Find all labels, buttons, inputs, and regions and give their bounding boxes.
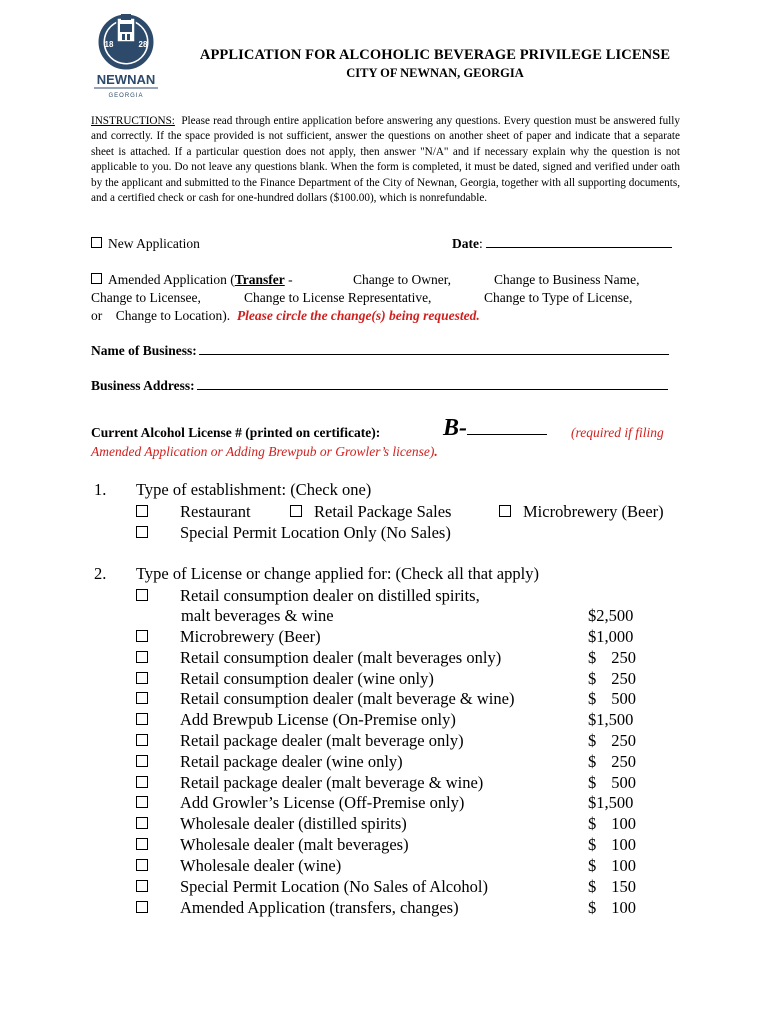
price-amount: 250 (611, 648, 636, 667)
license-item-price (588, 730, 636, 751)
license-item-checkbox[interactable] (136, 880, 148, 892)
transfer-label: Transfer (234, 272, 285, 287)
license-item-price (588, 709, 633, 730)
restaurant-label: Restaurant (180, 502, 251, 521)
price-dollar: $ (588, 648, 597, 667)
instructions-block (91, 114, 680, 206)
opt-change-license-rep[interactable]: Change to License Representative, (244, 290, 432, 305)
or-label: or (91, 308, 103, 323)
license-item-checkbox[interactable] (136, 817, 148, 829)
q1-option-restaurant[interactable] (136, 501, 251, 522)
license-item-label: Retail consumption dealer (wine only) (180, 669, 434, 688)
price-dollar: $1,000 (588, 627, 634, 646)
license-number-field[interactable] (443, 415, 547, 442)
license-item-checkbox[interactable] (136, 630, 148, 642)
opt-change-location[interactable]: Change to Location). (115, 308, 231, 323)
license-item-label: Amended Application (transfers, changes) (180, 898, 459, 917)
price-amount: 250 (611, 731, 636, 750)
license-item-label: Retail consumption dealer (malt beverages only) (180, 648, 502, 667)
license-item-label: Add Brewpub License (On-Premise only) (180, 710, 456, 729)
restaurant-checkbox[interactable] (136, 505, 148, 517)
newnan-logo (88, 14, 168, 100)
license-item-label: Wholesale dealer (wine) (180, 856, 342, 875)
page-subtitle: CITY OF NEWNAN, GEORGIA (346, 66, 524, 80)
special-permit-label: Special Permit Location Only (No Sales) (180, 523, 451, 542)
seal-icon (88, 14, 168, 100)
license-item-label: Special Permit Location (No Sales of Alcohol) (180, 877, 488, 896)
license-item[interactable] (136, 626, 321, 647)
license-item-price (588, 605, 633, 626)
license-item-checkbox[interactable] (136, 776, 148, 788)
license-item-label: Microbrewery (Beer) (180, 627, 321, 646)
price-dollar: $ (588, 689, 597, 708)
amended-application-option[interactable] (91, 272, 293, 288)
price-dollar: $1,500 (588, 710, 634, 729)
business-name-label: Name of Business: (91, 343, 197, 358)
price-dollar: $ (588, 835, 597, 854)
license-note-end: . (434, 444, 438, 459)
license-item-price (588, 792, 633, 813)
license-item[interactable] (136, 897, 459, 918)
license-number-input[interactable] (467, 434, 547, 435)
license-item-label: Retail package dealer (malt beverage & wine) (180, 773, 484, 792)
price-dollar: $2,500 (588, 606, 634, 625)
opt-change-business-name[interactable]: Change to Business Name, (494, 272, 640, 287)
license-number-label: Current Alcohol License # (printed on certificate): (91, 425, 381, 440)
amended-dash: - (284, 272, 293, 287)
license-item-label: Add Growler’s License (Off-Premise only) (180, 793, 465, 812)
price-amount: 100 (611, 856, 636, 875)
license-item-label: Wholesale dealer (malt beverages) (180, 835, 409, 854)
price-dollar: $ (588, 877, 597, 896)
price-amount: 250 (611, 669, 636, 688)
license-note-1: (required if filing (571, 425, 664, 440)
license-item-checkbox[interactable] (136, 901, 148, 913)
price-amount: 100 (611, 898, 636, 917)
license-item-price (588, 813, 636, 834)
license-item-label-2: malt beverages & wine (181, 606, 334, 625)
instructions-lead: INSTRUCTIONS: (91, 115, 175, 127)
new-application-option[interactable] (91, 236, 200, 252)
license-item-checkbox[interactable] (136, 734, 148, 746)
license-item-price (588, 876, 636, 897)
new-application-label: New Application (108, 236, 200, 251)
price-amount: 500 (611, 773, 636, 792)
instructions-body: Please read through entire application before answering any questions. Every question must be answered fully and correctly. If the space provided is not sufficient, answer the questions on another sheet of paper and indicate that a separate sheet is attached. If a particular question does not apply, then answer "N/A" and if necessary explain why the question is not applicable to you. Do not leave any questions blank. When the form is completed, it must be dated, signed and verified under oath by the applicant and submitted to the Finance Department of the City of Newnan, Georgia, together with all supporting documents, and a certified check or cash for one-hundred dollars ($100.00), which is nonrefundable. (91, 115, 680, 205)
opt-change-licensee[interactable]: Change to Licensee, (91, 290, 201, 305)
q1-option-retail[interactable] (290, 501, 451, 522)
amended-application-checkbox[interactable] (91, 273, 102, 284)
license-item[interactable] (136, 585, 480, 606)
license-item-checkbox[interactable] (136, 692, 148, 704)
price-amount: 150 (611, 877, 636, 896)
license-item-checkbox[interactable] (136, 589, 148, 601)
opt-change-license-type[interactable]: Change to Type of License, (484, 290, 633, 305)
license-prefix: B- (443, 415, 467, 441)
microbrewery-label: Microbrewery (Beer) (523, 502, 664, 521)
license-item[interactable] (136, 730, 464, 751)
license-item[interactable] (136, 751, 403, 772)
page-title: APPLICATION FOR ALCOHOLIC BEVERAGE PRIVILEGE LICENSE (199, 47, 671, 63)
price-dollar: $ (588, 752, 597, 771)
license-item-checkbox[interactable] (136, 859, 148, 871)
business-address-field[interactable] (91, 378, 668, 394)
license-item-checkbox[interactable] (136, 672, 148, 684)
license-item-label: Retail package dealer (wine only) (180, 752, 403, 771)
retail-package-checkbox[interactable] (290, 505, 302, 517)
price-dollar: $1,500 (588, 793, 634, 812)
price-amount: 250 (611, 752, 636, 771)
opt-change-owner[interactable]: Change to Owner, (353, 272, 452, 287)
amended-label: Amended Application ( (108, 272, 235, 287)
license-item-label: Wholesale dealer (distilled spirits) (180, 814, 407, 833)
price-dollar: $ (588, 898, 597, 917)
logo-state: GEORGIA (108, 93, 144, 99)
date-field[interactable]: Date: (452, 236, 672, 252)
price-dollar: $ (588, 731, 597, 750)
price-amount: 500 (611, 689, 636, 708)
price-dollar: $ (588, 814, 597, 833)
license-item[interactable] (136, 813, 407, 834)
amended-line-3 (91, 308, 480, 324)
license-note-line (91, 444, 438, 460)
circle-note: Please circle the change(s) being requested. (236, 308, 480, 323)
price-dollar: $ (588, 856, 597, 875)
price-amount: 100 (611, 835, 636, 854)
q1-text: Type of establishment: (Check one) (136, 480, 372, 499)
license-item-price (588, 647, 636, 668)
price-dollar: $ (588, 773, 597, 792)
license-item-checkbox[interactable] (136, 838, 148, 850)
business-address-label: Business Address: (91, 378, 195, 393)
price-dollar: $ (588, 669, 597, 688)
business-address-input[interactable] (197, 389, 668, 390)
special-permit-checkbox[interactable] (136, 526, 148, 538)
license-item-checkbox[interactable] (136, 651, 148, 663)
license-item-price (588, 772, 636, 793)
license-item-price (588, 897, 636, 918)
license-item[interactable] (136, 688, 514, 709)
license-item-label: Retail consumption dealer on distilled spirits, (180, 586, 480, 605)
license-item-checkbox[interactable] (136, 796, 148, 808)
business-name-input[interactable] (199, 354, 669, 355)
license-item[interactable] (136, 855, 341, 876)
license-item-label: Retail consumption dealer (malt beverage & wine) (180, 689, 515, 708)
license-item-price (588, 751, 636, 772)
logo-year-left: 18 (104, 40, 114, 49)
microbrewery-checkbox[interactable] (499, 505, 511, 517)
license-item[interactable] (136, 876, 488, 897)
logo-city: NEWNAN (96, 72, 156, 87)
q1-option-microbrewery[interactable] (499, 501, 664, 522)
license-item[interactable] (136, 647, 501, 668)
license-item-price (588, 626, 633, 647)
new-application-checkbox[interactable] (91, 237, 102, 248)
license-item-price (588, 688, 636, 709)
license-item-price (588, 855, 636, 876)
q1-number: 1. (94, 480, 107, 499)
q1-option-special[interactable] (136, 522, 451, 543)
license-item[interactable] (136, 668, 434, 689)
q2-number: 2. (94, 564, 107, 583)
license-item-label: Retail package dealer (malt beverage only) (180, 731, 464, 750)
license-item-price (588, 834, 636, 855)
license-item-checkbox[interactable] (136, 713, 148, 725)
license-item[interactable] (136, 709, 456, 730)
license-item[interactable] (136, 772, 483, 793)
q2-text: Type of License or change applied for: (Check all that apply) (136, 564, 539, 583)
license-note-2: Amended Application or Adding Brewpub or Growler’s license) (91, 444, 435, 459)
business-name-field[interactable] (91, 343, 669, 359)
price-amount: 100 (611, 814, 636, 833)
retail-package-label: Retail Package Sales (314, 502, 452, 521)
license-item-price (588, 668, 636, 689)
license-item-checkbox[interactable] (136, 755, 148, 767)
license-item[interactable] (136, 834, 409, 855)
date-input[interactable] (486, 247, 672, 248)
date-label: Date (452, 236, 479, 251)
license-item[interactable] (136, 792, 464, 813)
logo-year-right: 28 (138, 40, 148, 49)
